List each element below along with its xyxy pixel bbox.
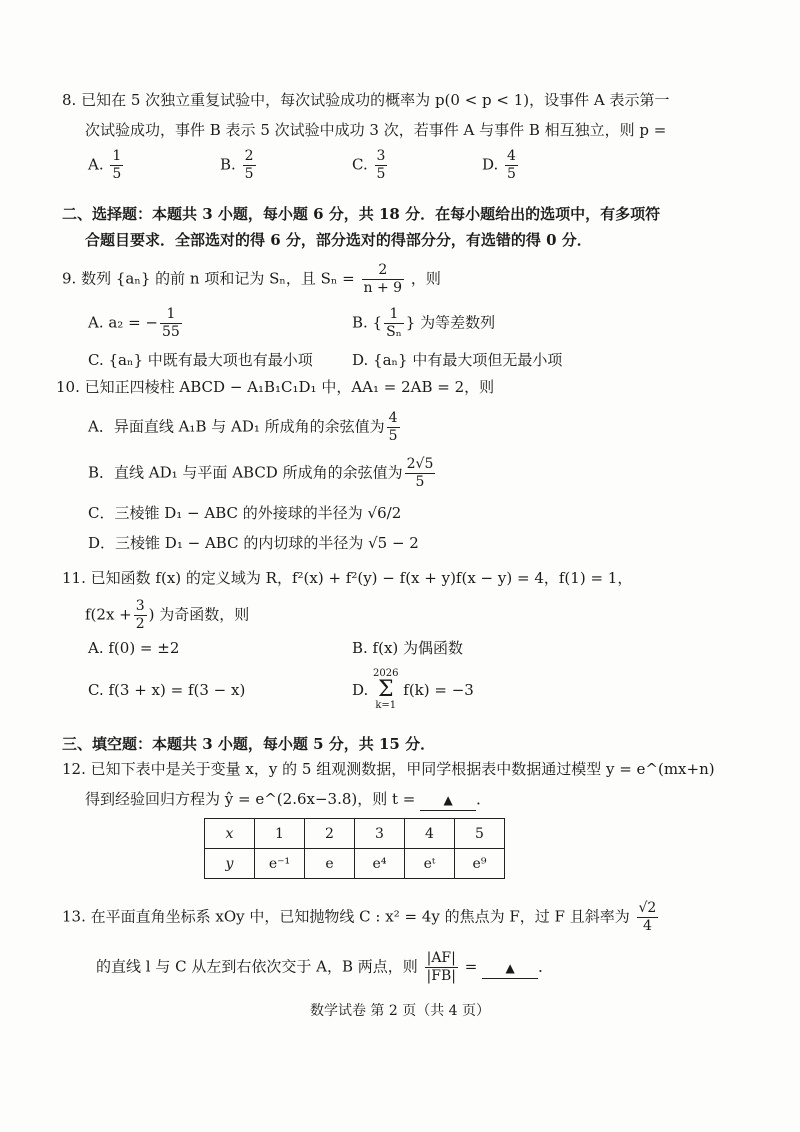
q10-option-d: D．三棱锥 D₁ − ABC 的内切球的半径为 √5 − 2	[88, 534, 419, 552]
q9-option-b: B. { $\frac{1}{\text{Sₙ}}$ } 为等差数列	[352, 306, 496, 340]
q11-option-b: B. f(x) 为偶函数	[352, 639, 464, 657]
q8-option-d: D. $\frac{4}{5}$	[482, 148, 516, 182]
q8-line1	[62, 90, 670, 110]
q8-option-d-fraction: $\frac{4}{5}$	[507, 148, 516, 182]
q11-number: 11.	[62, 569, 86, 587]
q8-stem-line2: 次试验成功，事件 B 表示 5 次试验中成功 3 次，若事件 A 与事件 B 相互独立，则 p =	[85, 121, 667, 139]
q11-line2: f(2x + $\frac{3}{2}$ ) 为奇函数，则	[85, 598, 250, 632]
q9-option-a: A. a₂ = − $\frac{1}{55}$	[88, 306, 180, 340]
q12-data-table	[204, 818, 505, 879]
q9-stem: 9. 数列 {aₙ} 的前 n 项和记为 Sₙ，且 Sₙ = $\frac{2}{n + 9}$ ，则	[62, 262, 441, 296]
q12-answer-blank[interactable]: ▲	[420, 789, 476, 811]
q9-stem-fraction: $\frac{2}{n + 9}$	[363, 262, 403, 296]
q8-option-a: A. $\frac{1}{5}$	[88, 148, 122, 182]
page-footer: 数学试卷 第 2 页（共 4 页）	[309, 1003, 491, 1019]
summation: 2026 Σ k=1	[373, 668, 399, 711]
q10-stem: 10. 已知正四棱柱 ABCD − A₁B₁C₁D₁ 中，AA₁ = 2AB = 2，则	[56, 378, 495, 396]
q10-option-b: B．直线 AD₁ 与平面 ABCD 所成角的余弦值为 $\frac{2√5}{5}$	[88, 456, 434, 490]
q13-answer-blank[interactable]: ▲	[482, 957, 538, 979]
q12-line2: 得到经验回归方程为 ŷ = e^(2.6x−3.8)，则 t = ▲ ．	[85, 789, 491, 811]
q8-option-c: C. $\frac{3}{5}$	[352, 148, 386, 182]
q8-option-b: B. $\frac{2}{5}$	[220, 148, 254, 182]
q13-line1: 13. 在平面直角坐标系 xOy 中，已知抛物线 C : x² = 4y 的焦点为 F，过 F 且斜率为 $\frac{√2}{4}$	[62, 900, 657, 934]
q12-line1: 12. 已知下表中是关于变量 x，y 的 5 组观测数据，甲同学根据表中数据通过模型 y = e^(mx+n)	[62, 760, 715, 778]
q10-option-c: C．三棱锥 D₁ − ABC 的外接球的半径为 √6/2	[88, 504, 402, 522]
q11-option-d: D. 2026 Σ k=1 f(k) = −3	[352, 668, 474, 711]
q11-option-a: A. f(0) = ±2	[88, 639, 180, 657]
q13-number: 13.	[62, 907, 86, 926]
section3-heading: 三、填空题：本题共 3 小题，每小题 5 分，共 15 分．	[62, 735, 436, 753]
q10-option-a: A．异面直线 A₁B 与 AD₁ 所成角的余弦值为 $\frac{4}{5}$	[88, 410, 398, 444]
q8-stem-line1: 已知在 5 次独立重复试验中，每次试验成功的概率为 p(0 < p < 1)，设事件 A 表示第一	[81, 91, 670, 109]
q9-option-c: C. {aₙ} 中既有最大项也有最小项	[88, 351, 313, 369]
table-row: y e⁻¹ e e⁴ eᵗ e⁹	[205, 849, 505, 879]
q8-option-a-fraction: $\frac{1}{5}$	[112, 148, 122, 182]
q8-option-b-fraction: $\frac{2}{5}$	[244, 148, 254, 182]
section2-heading-line1: 二、选择题：本题共 3 小题，每小题 6 分，共 18 分．在每小题给出的选项中，有多项符	[62, 205, 661, 223]
section2-heading-line2: 合题目要求．全部选对的得 6 分，部分选对的得部分分，有选错的得 0 分．	[85, 231, 592, 249]
q13-line2: 的直线 l 与 C 从左到右依次交于 A，B 两点，则 $\frac{|AF|}{|FB|}$ = ▲ ．	[96, 950, 554, 984]
q11-option-c: C. f(3 + x) = f(3 − x)	[88, 681, 246, 699]
q8-number: 8.	[62, 91, 77, 109]
q10-number: 10.	[56, 378, 80, 396]
table-row: x 1 2 3 4 5	[205, 819, 505, 849]
q9-option-d: D. {aₙ} 中有最大项但无最小项	[352, 351, 563, 369]
q12-number: 12.	[62, 760, 86, 778]
q9-number: 9.	[62, 269, 77, 288]
q11-line1: 11. 已知函数 f(x) 的定义域为 R，f²(x) + f²(y) − f(x + y)f(x − y) = 4，f(1) = 1，	[62, 569, 633, 587]
q8-option-c-fraction: $\frac{3}{5}$	[376, 148, 386, 182]
